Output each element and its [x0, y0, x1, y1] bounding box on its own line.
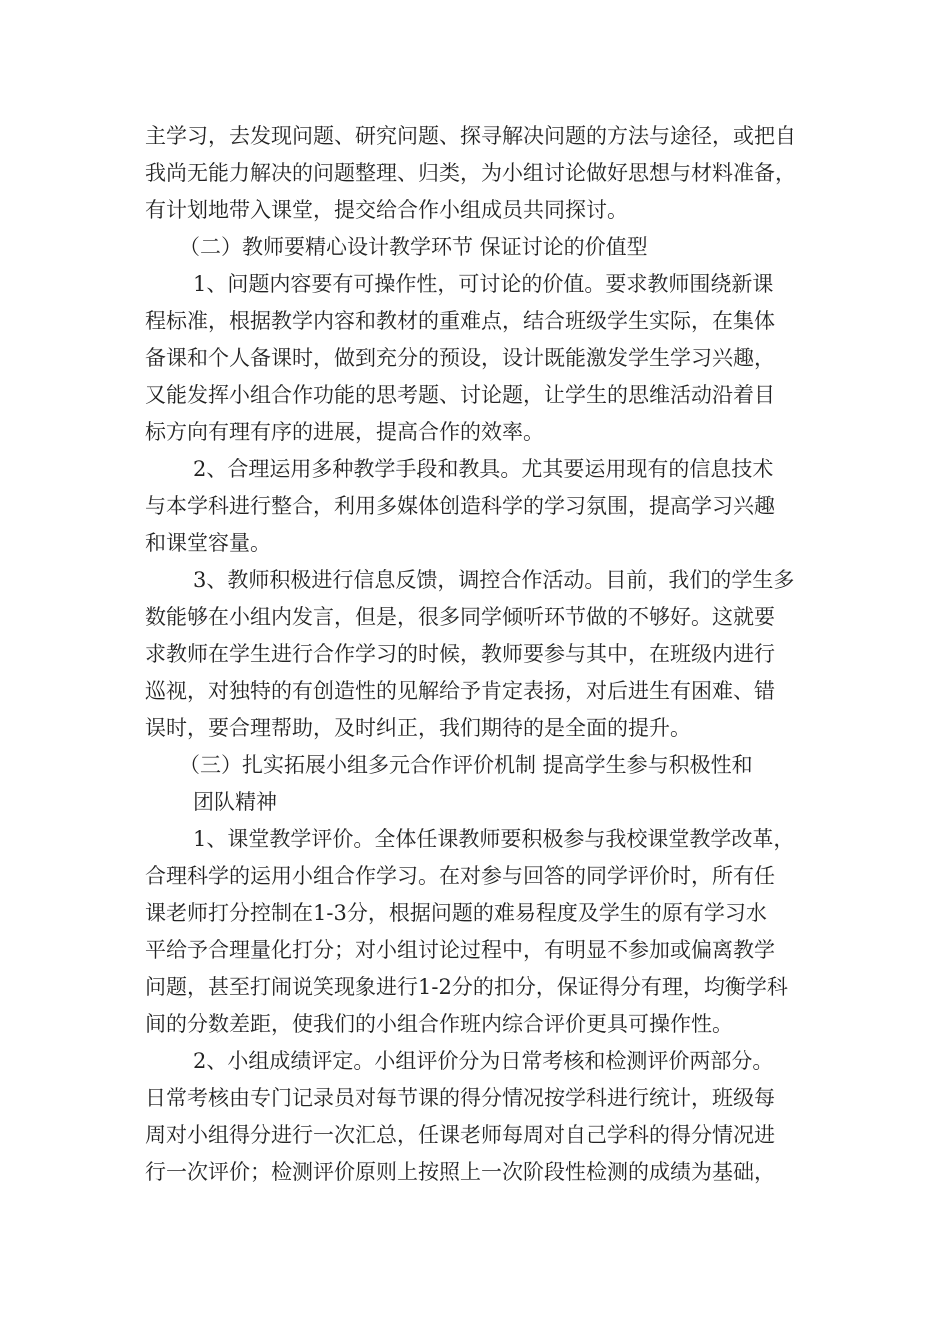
- paragraph-line: 主学习，去发现问题、研究问题、探寻解决问题的方法与途径，或把自: [145, 124, 796, 148]
- section-heading: （三）扎实拓展小组多元合作评价机制 提高学生参与积极性和: [179, 753, 753, 777]
- paragraph-line: 3、教师积极进行信息反馈，调控合作活动。目前，我们的学生多: [193, 568, 795, 592]
- paragraph-line: 我尚无能力解决的问题整理、归类，为小组讨论做好思想与材料准备，: [145, 161, 796, 185]
- paragraph-line: 行一次评价；检测评价原则上按照上一次阶段性检测的成绩为基础，: [145, 1160, 775, 1184]
- paragraph-line: 有计划地带入课堂，提交给合作小组成员共同探讨。: [145, 198, 628, 222]
- paragraph-line: 2、合理运用多种教学手段和教具。尤其要运用现有的信息技术: [193, 457, 774, 481]
- paragraph-line: 数能够在小组内发言，但是，很多同学倾听环节做的不够好。这就要: [145, 605, 775, 629]
- paragraph-line: 备课和个人备课时，做到充分的预设，设计既能激发学生学习兴趣，: [145, 346, 775, 370]
- section-heading: 团队精神: [193, 790, 277, 814]
- paragraph-line: 问题，甚至打闹说笑现象进行1-2分的扣分，保证得分有理，均衡学科: [145, 975, 788, 999]
- paragraph-line: 和课堂容量。: [145, 531, 271, 555]
- paragraph-line: 2、小组成绩评定。小组评价分为日常考核和检测评价两部分。: [193, 1049, 774, 1073]
- paragraph-line: 与本学科进行整合，利用多媒体创造科学的学习氛围，提高学习兴趣: [145, 494, 775, 518]
- paragraph-line: 课老师打分控制在1-3分，根据问题的难易程度及学生的原有学习水: [145, 901, 767, 925]
- paragraph-line: 1、问题内容要有可操作性，可讨论的价值。要求教师围绕新课: [193, 272, 774, 296]
- paragraph-line: 又能发挥小组合作功能的思考题、讨论题，让学生的思维活动沿着目: [145, 383, 775, 407]
- paragraph-line: 间的分数差距，使我们的小组合作班内综合评价更具可操作性。: [145, 1012, 733, 1036]
- section-heading: （二）教师要精心设计教学环节 保证讨论的价值型: [179, 235, 648, 259]
- paragraph-line: 日常考核由专门记录员对每节课的得分情况按学科进行统计，班级每: [145, 1086, 775, 1110]
- paragraph-line: 合理科学的运用小组合作学习。在对参与回答的同学评价时，所有任: [145, 864, 775, 888]
- paragraph-line: 1、课堂教学评价。全体任课教师要积极参与我校课堂教学改革，: [193, 827, 795, 851]
- paragraph-line: 平给予合理量化打分；对小组讨论过程中，有明显不参加或偏离教学: [145, 938, 775, 962]
- paragraph-line: 巡视，对独特的有创造性的见解给予肯定表扬，对后进生有困难、错: [145, 679, 775, 703]
- paragraph-line: 周对小组得分进行一次汇总，任课老师每周对自己学科的得分情况进: [145, 1123, 775, 1147]
- document-body: [145, 118, 815, 1191]
- paragraph-line: 程标准，根据教学内容和教材的重难点，结合班级学生实际，在集体: [145, 309, 775, 333]
- paragraph-line: 标方向有理有序的进展，提高合作的效率。: [145, 420, 544, 444]
- paragraph-line: 误时，要合理帮助，及时纠正，我们期待的是全面的提升。: [145, 716, 691, 740]
- paragraph-line: 求教师在学生进行合作学习的时候，教师要参与其中，在班级内进行: [145, 642, 775, 666]
